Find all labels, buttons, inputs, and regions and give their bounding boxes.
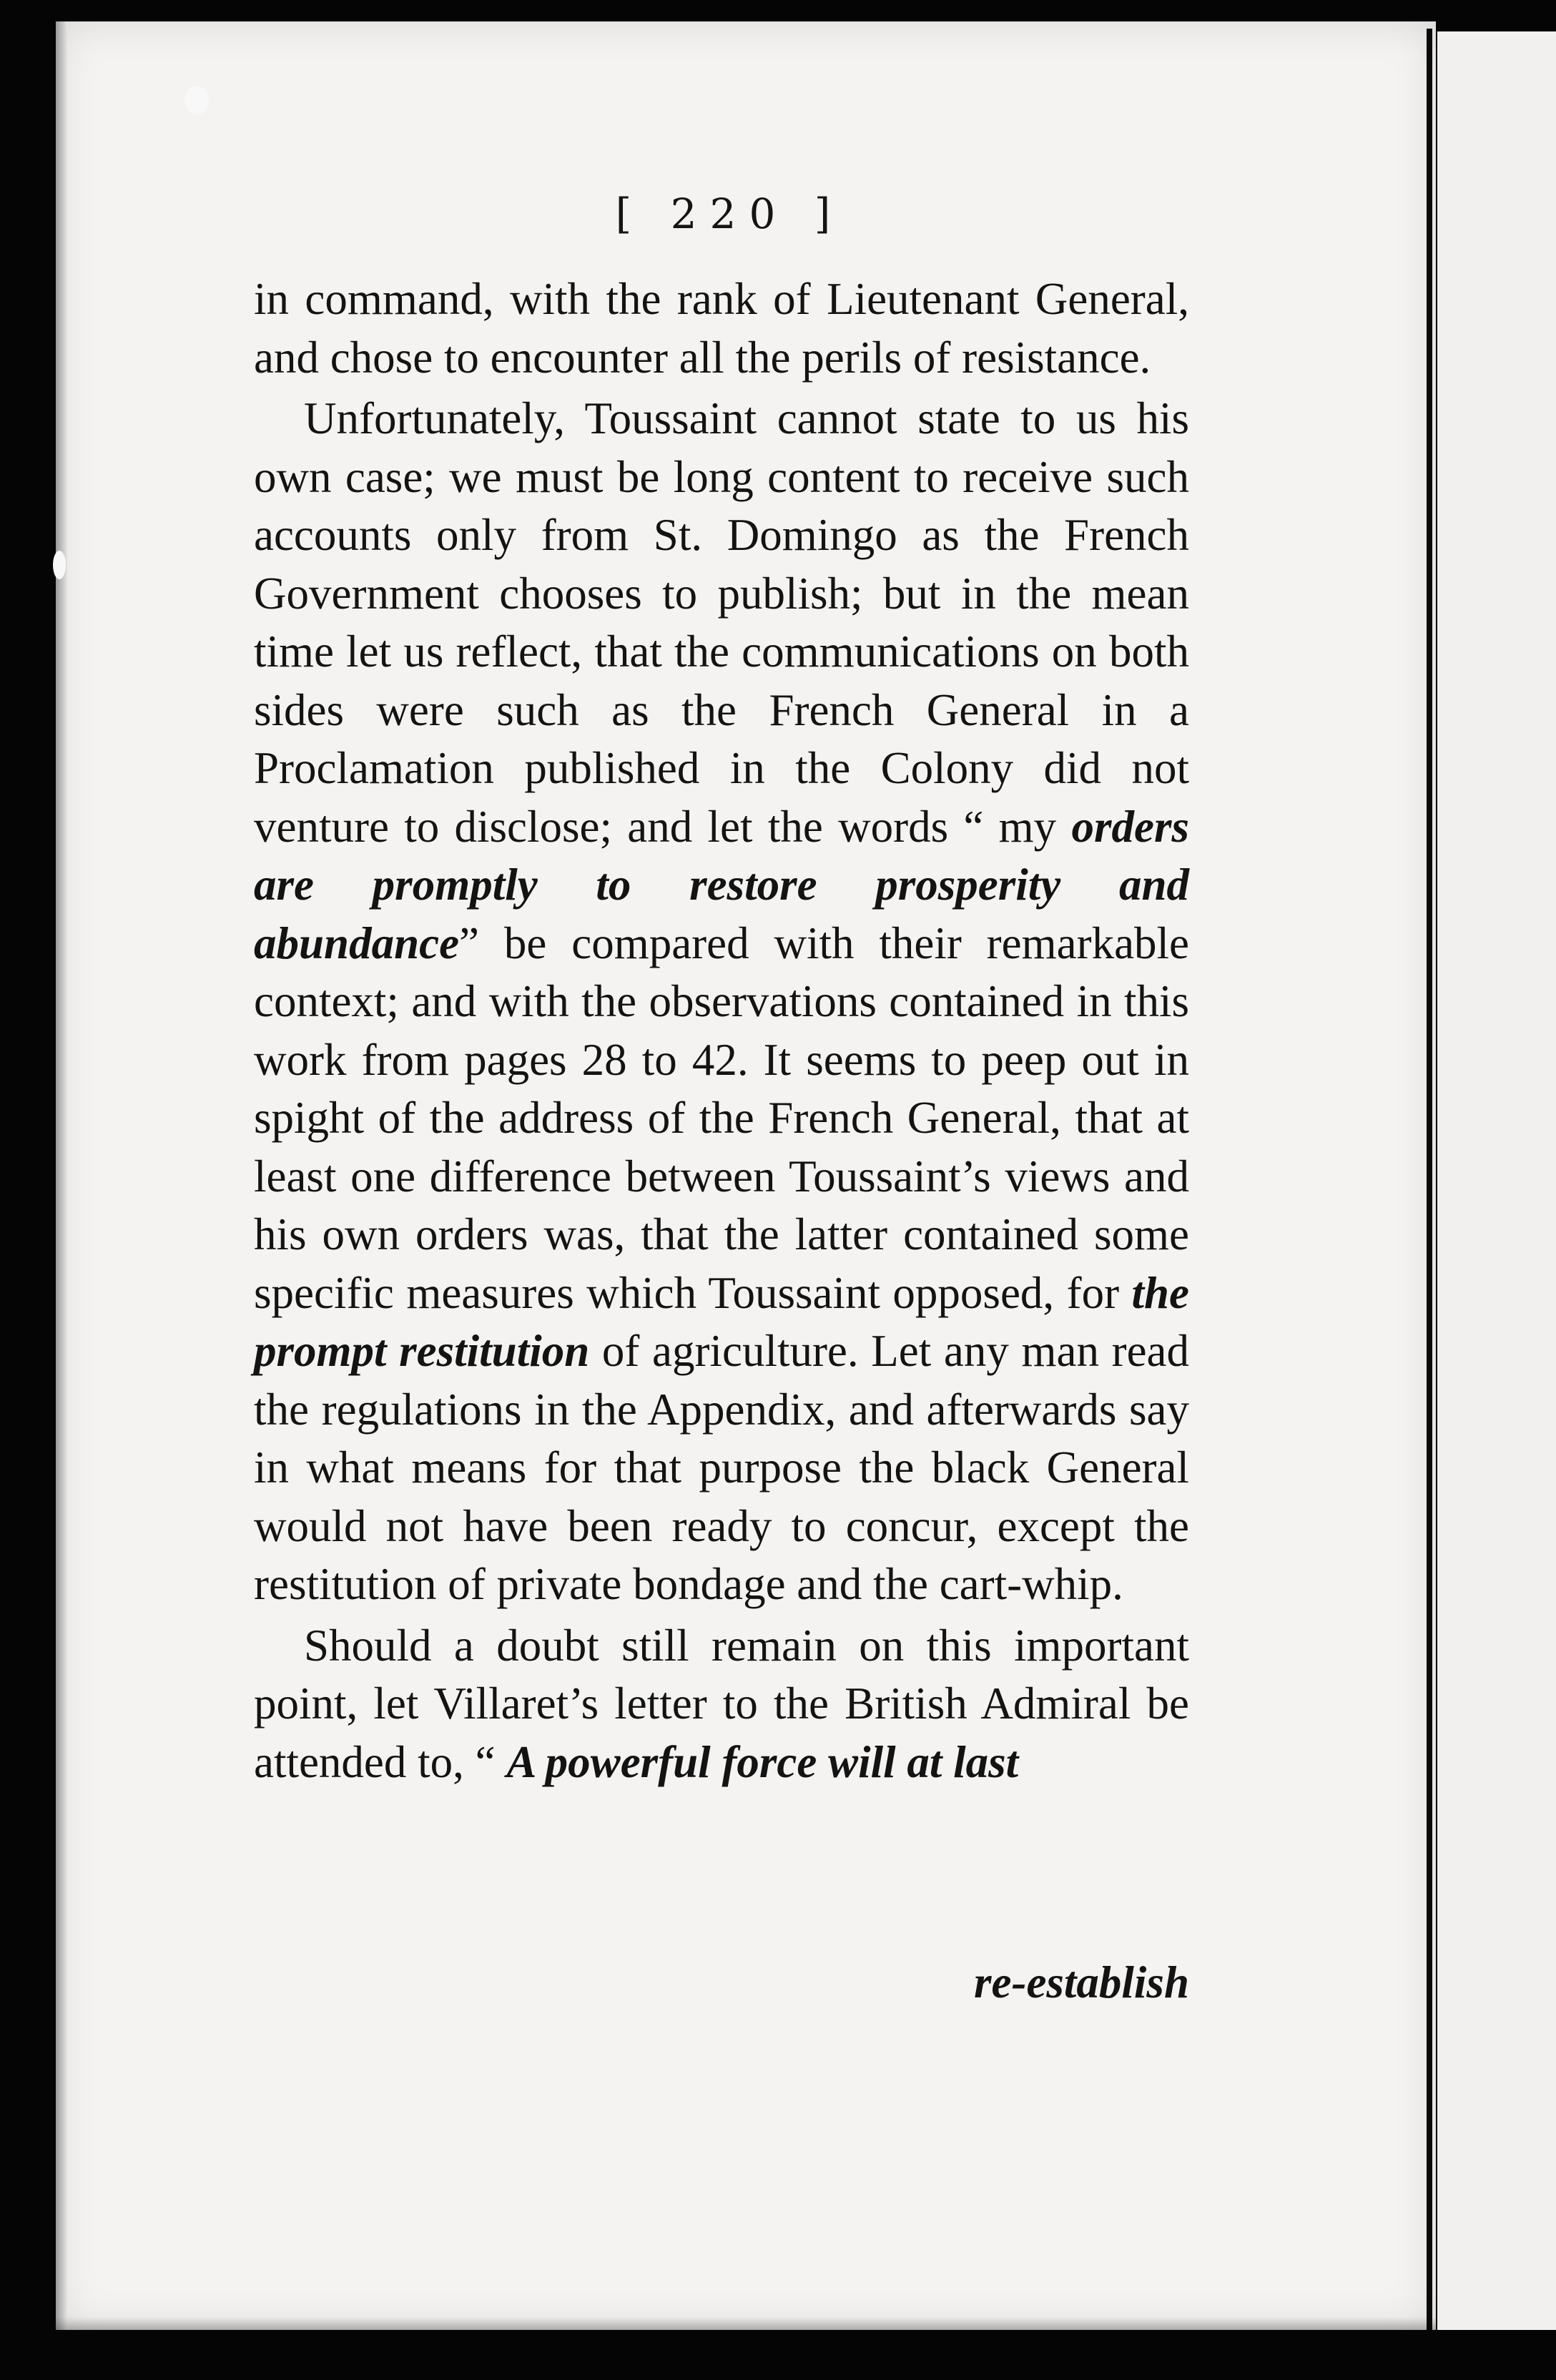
text-run: Should a doubt still remain on this important point, let Villaret’s letter to the British Admiral be attended to, “ <box>254 1620 1189 1787</box>
body-text <box>254 270 1189 1791</box>
italic-text: the prompt restitution <box>254 1267 1189 1376</box>
page-edge <box>56 21 67 2330</box>
paragraph <box>254 390 1189 1614</box>
paper-speck <box>184 86 209 114</box>
paper-speck <box>53 551 66 579</box>
running-head: [ 220 ] <box>615 190 844 238</box>
gutter-line <box>1427 29 1432 2330</box>
facing-page-edge <box>1437 31 1556 2330</box>
paragraph <box>254 270 1189 387</box>
paragraph <box>254 1617 1189 1792</box>
text-run: ” be compared with their remarkable context; and with the observations contained in this work from pages 28 to 42. It seems to peep out in spight of the address of the French General, that at least one difference between Toussaint’s views and his own orders was, that the latter contained some specific measures which Toussaint opposed, for <box>254 918 1189 1318</box>
italic-text: orders are promptly to restore prosperity and abundance <box>254 801 1189 968</box>
text-run: of agriculture. Let any man read the regulations in the Appendix, and afterwards say in what means for that purpose the black General would not have been ready to concur, except the restitution of private bondage and the cart-whip. <box>254 1326 1189 1609</box>
italic-text: A powerful force will at last <box>506 1736 1019 1787</box>
text-run: Unfortunately, Toussaint cannot state to us his own case; we must be long content to receive such accounts only from St. Domingo as the French Government chooses to publish; but in the mean time let us reflect, that the communications on both sides were such as the French General in a Proclamation published in the Colony did not venture to disclose; and let the words “ my <box>254 393 1189 852</box>
text-run: in command, with the rank of Lieutenant General, and chose to encounter all the perils of resistance. <box>254 274 1189 383</box>
catchword: re-establish <box>973 1957 1189 2007</box>
page-shadow <box>56 2317 1436 2330</box>
